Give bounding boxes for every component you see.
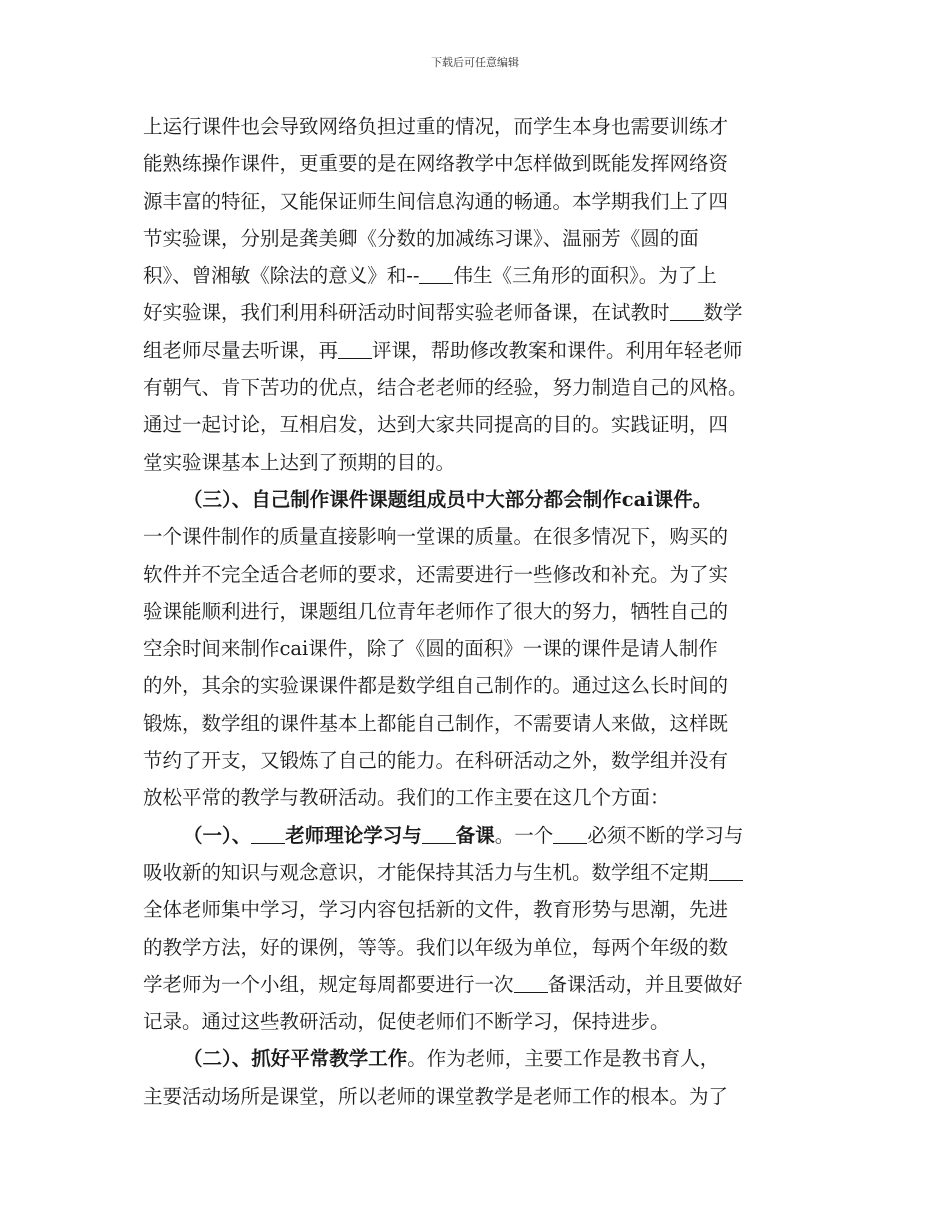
blank-underline	[338, 338, 372, 359]
text-line: 放松平常的教学与教研活动。我们的工作主要在这几个方面：	[143, 786, 670, 810]
text-line	[143, 332, 823, 369]
text-line: 堂实验课基本上达到了预期的目的。	[143, 450, 456, 474]
heading-text: 备课	[455, 823, 495, 847]
page-header: 下载后可任意编辑	[431, 56, 519, 69]
text-line: 节约了开支，又锻炼了自己的能力。在科研活动之外，数学组并没有	[143, 749, 729, 773]
blank-underline	[709, 860, 743, 881]
section-heading-1	[143, 817, 823, 854]
text-segment: 数学	[703, 301, 743, 325]
text-segment: 学老师为一个小组，规定每周都要进行一次	[143, 972, 514, 996]
text-line	[143, 294, 823, 331]
blank-underline	[553, 823, 587, 844]
text-line	[143, 854, 823, 891]
heading-number: （一）、	[183, 823, 252, 847]
text-line: 节实验课，分别是龚美卿《分数的加减练习课》、温丽芳《圆的面	[143, 226, 699, 250]
blank-underline	[514, 972, 548, 993]
text-segment: 必须不断的学习与	[587, 823, 744, 847]
text-line	[143, 966, 823, 1003]
text-line: 锻炼，数学组的课件基本上都能自己制作，不需要请人来做，这样既	[143, 711, 729, 735]
text-line: 验课能顺利进行，课题组几位青年老师作了很大的努力，牺牲自己的	[143, 599, 729, 623]
text-line: 的教学方法，好的课例，等等。我们以年级为单位，每两个年级的数	[143, 935, 729, 959]
text-segment: 好实验课，我们利用科研活动时间帮实验老师备课，在试教时	[143, 301, 670, 325]
section-heading-3: （三）、自己制作课件课题组成员中大部分都会制作cai课件。	[183, 487, 713, 511]
text-segment: 备课活动，并且要做好	[547, 972, 743, 996]
text-segment: 。作为老师，主要工作是教书育人，	[407, 1047, 720, 1071]
text-line: 上运行课件也会导致网络负担过重的情况，而学生本身也需要训练才	[143, 115, 729, 138]
text-line: 主要活动场所是课堂，所以老师的课堂教学是老师工作的根本。为了	[143, 1084, 729, 1108]
text-segment: 组老师尽量去听课，再	[143, 338, 339, 362]
text-line: 源丰富的特征，又能保证师生间信息沟通的畅通。本学期我们上了四	[143, 189, 729, 213]
text-line	[143, 257, 823, 294]
blank-underline	[422, 823, 456, 844]
heading-text: 老师理论学习与	[285, 823, 422, 847]
text-line: 一个课件制作的质量直接影响一堂课的质量。在很多情况下，购买的	[143, 525, 729, 549]
text-line: 软件并不完全适合老师的要求，还需要进行一些修改和补充。为了实	[143, 562, 729, 586]
blank-underline	[251, 823, 285, 844]
text-line: 通过一起讨论，互相启发，达到大家共同提高的目的。实践证明，四	[143, 413, 729, 437]
blank-underline	[419, 264, 453, 285]
text-segment: 伟生《三角形的面积》。为了上	[453, 264, 717, 288]
text-line: 记录。通过这些教研活动，促使老师们不断学习，保持进步。	[143, 1010, 670, 1034]
text-line: 有朝气、肯下苦功的优点，结合老老师的经验，努力制造自己的风格。	[143, 376, 748, 400]
section-heading-2	[143, 1040, 823, 1077]
text-segment: 吸收新的知识与观念意识，才能保持其活力与生机。数学组不定期	[143, 860, 709, 884]
text-line: 全体老师集中学习，学习内容包括新的文件，教育形势与思潮，先进	[143, 898, 729, 922]
heading-text: （二）、抓好平常教学工作	[183, 1047, 408, 1071]
text-line: 的外，其余的实验课课件都是数学组自己制作的。通过这么长时间的	[143, 674, 729, 698]
text-segment: 评课，帮助修改教案和课件。利用年轻老师	[372, 338, 743, 362]
blank-underline	[670, 301, 704, 322]
document-body	[143, 108, 823, 1115]
text-segment: 积》、曾湘敏《除法的意义》和--	[143, 264, 420, 288]
text-segment: 。一个	[494, 823, 554, 847]
text-line: 能熟练操作课件，更重要的是在网络教学中怎样做到既能发挥网络资	[143, 152, 729, 176]
text-line: 空余时间来制作cai课件，除了《圆的面积》一课的课件是请人制作	[143, 637, 718, 661]
